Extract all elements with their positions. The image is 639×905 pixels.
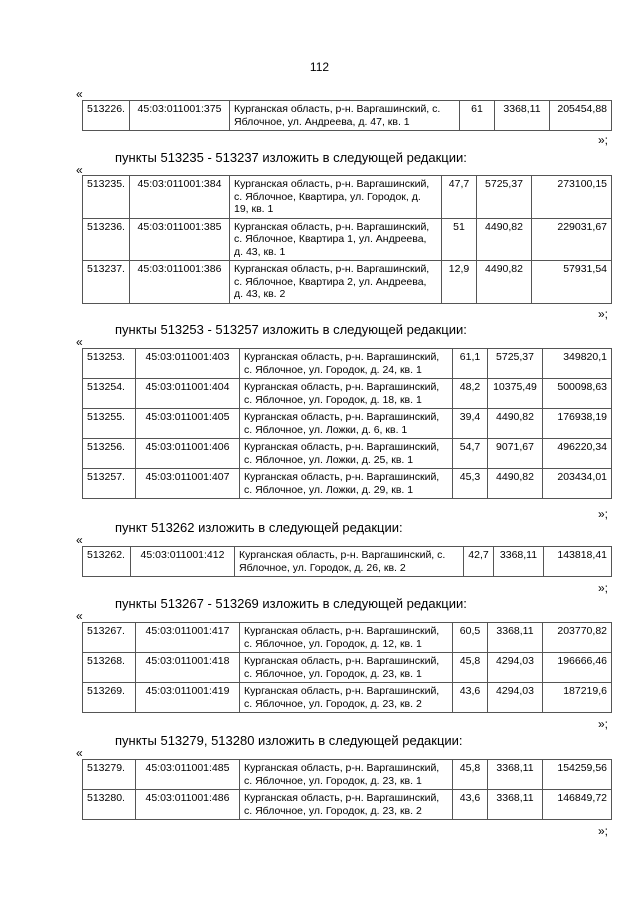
quote-open: « — [76, 746, 83, 760]
total: 349820,1 — [543, 349, 612, 379]
price: 10375,49 — [488, 379, 543, 409]
price: 4490,82 — [488, 409, 543, 439]
row-number: 513235. — [83, 176, 130, 219]
section-heading: пункты 513267 - 513269 изложить в следующей редакции: — [115, 596, 467, 611]
area: 61,1 — [453, 349, 488, 379]
table-row — [83, 683, 612, 713]
address: Курганская область, р-н. Варгашинский, с. Яблочное, ул. Городок, д. 12, кв. 1 — [240, 623, 453, 653]
property-table — [82, 175, 612, 304]
price: 4490,82 — [477, 261, 532, 304]
area: 60,5 — [453, 623, 488, 653]
cadastral-number: 45:03:011001:418 — [136, 653, 240, 683]
row-number: 513253. — [83, 349, 136, 379]
area: 12,9 — [442, 261, 477, 304]
cadastral-number: 45:03:011001:405 — [136, 409, 240, 439]
price: 5725,37 — [477, 176, 532, 219]
total: 176938,19 — [543, 409, 612, 439]
total: 205454,88 — [550, 101, 612, 131]
table-row — [83, 653, 612, 683]
address: Курганская область, р-н. Варгашинский, с. Яблочное, ул. Андреева, д. 47, кв. 1 — [230, 101, 460, 131]
section-heading: пункты 513253 - 513257 изложить в следующей редакции: — [115, 322, 467, 337]
row-number: 513256. — [83, 439, 136, 469]
cadastral-number: 45:03:011001:417 — [136, 623, 240, 653]
area: 47,7 — [442, 176, 477, 219]
total: 203434,01 — [543, 469, 612, 499]
row-number: 513267. — [83, 623, 136, 653]
page-number: 112 — [309, 60, 330, 74]
table-row — [83, 218, 612, 261]
property-table — [82, 759, 612, 820]
property-table — [82, 546, 612, 577]
quote-open: « — [76, 335, 83, 349]
address: Курганская область, р-н. Варгашинский, с. Яблочное, ул. Городок, д. 24, кв. 1 — [240, 349, 453, 379]
row-number: 513269. — [83, 683, 136, 713]
address: Курганская область, р-н. Варгашинский, с. Яблочное, ул. Городок, д. 18, кв. 1 — [240, 379, 453, 409]
address: Курганская область, р-н. Варгашинский, с. Яблочное, ул. Ложки, д. 6, кв. 1 — [240, 409, 453, 439]
table-row — [83, 623, 612, 653]
quote-open: « — [76, 609, 83, 623]
price: 3368,11 — [495, 101, 550, 131]
area: 42,7 — [464, 547, 494, 577]
row-number: 513226. — [83, 101, 130, 131]
total: 229031,67 — [532, 218, 612, 261]
area: 61 — [460, 101, 495, 131]
price: 3368,11 — [488, 790, 543, 820]
total: 496220,34 — [543, 439, 612, 469]
address: Курганская область, р-н. Варгашинский, с. Яблочное, ул. Ложки, д. 29, кв. 1 — [240, 469, 453, 499]
table-row — [83, 439, 612, 469]
address: Курганская область, р-н. Варгашинский, с. Яблочное, ул. Городок, д. 23, кв. 2 — [240, 790, 453, 820]
table-row — [83, 101, 612, 131]
table-row — [83, 790, 612, 820]
quote-close: »; — [598, 717, 609, 731]
total: 57931,54 — [532, 261, 612, 304]
area: 45,8 — [453, 760, 488, 790]
area: 48,2 — [453, 379, 488, 409]
area: 45,3 — [453, 469, 488, 499]
property-table — [82, 100, 612, 131]
table-row — [83, 379, 612, 409]
quote-open: « — [76, 163, 83, 177]
cadastral-number: 45:03:011001:412 — [131, 547, 235, 577]
address: Курганская область, р-н. Варгашинский, с. Яблочное, ул. Городок, д. 23, кв. 2 — [240, 683, 453, 713]
total: 273100,15 — [532, 176, 612, 219]
price: 4490,82 — [477, 218, 532, 261]
table-row — [83, 409, 612, 439]
row-number: 513255. — [83, 409, 136, 439]
row-number: 513268. — [83, 653, 136, 683]
cadastral-number: 45:03:011001:375 — [130, 101, 230, 131]
area: 43,6 — [453, 790, 488, 820]
table-row — [83, 176, 612, 219]
quote-open: « — [76, 87, 83, 101]
table-row — [83, 760, 612, 790]
total: 203770,82 — [543, 623, 612, 653]
section-heading: пункты 513235 - 513237 изложить в следующей редакции: — [115, 150, 467, 165]
quote-close: »; — [598, 307, 609, 321]
cadastral-number: 45:03:011001:485 — [136, 760, 240, 790]
cadastral-number: 45:03:011001:384 — [130, 176, 230, 219]
cadastral-number: 45:03:011001:403 — [136, 349, 240, 379]
property-table — [82, 348, 612, 499]
quote-close: »; — [598, 507, 609, 521]
row-number: 513279. — [83, 760, 136, 790]
quote-close: »; — [598, 824, 609, 838]
property-table — [82, 622, 612, 713]
price: 3368,11 — [488, 623, 543, 653]
total: 196666,46 — [543, 653, 612, 683]
address: Курганская область, р-н. Варгашинский, с. Яблочное, ул. Городок, д. 23, кв. 1 — [240, 653, 453, 683]
row-number: 513280. — [83, 790, 136, 820]
section-heading: пункт 513262 изложить в следующей редакции: — [115, 520, 403, 535]
price: 3368,11 — [494, 547, 544, 577]
table-row — [83, 349, 612, 379]
cadastral-number: 45:03:011001:404 — [136, 379, 240, 409]
address: Курганская область, р-н. Варгашинский, с. Яблочное, Квартира, ул. Городок, д. 19, кв. 1 — [230, 176, 442, 219]
row-number: 513262. — [83, 547, 131, 577]
total: 154259,56 — [543, 760, 612, 790]
row-number: 513237. — [83, 261, 130, 304]
area: 45,8 — [453, 653, 488, 683]
table-row — [83, 547, 612, 577]
quote-open: « — [76, 533, 83, 547]
price: 3368,11 — [488, 760, 543, 790]
section-heading: пункты 513279, 513280 изложить в следующей редакции: — [115, 733, 463, 748]
price: 4294,03 — [488, 683, 543, 713]
price: 5725,37 — [488, 349, 543, 379]
area: 51 — [442, 218, 477, 261]
area: 54,7 — [453, 439, 488, 469]
row-number: 513254. — [83, 379, 136, 409]
price: 4490,82 — [488, 469, 543, 499]
total: 146849,72 — [543, 790, 612, 820]
cadastral-number: 45:03:011001:419 — [136, 683, 240, 713]
quote-close: »; — [598, 581, 609, 595]
address: Курганская область, р-н. Варгашинский, с. Яблочное, ул. Городок, д. 23, кв. 1 — [240, 760, 453, 790]
cadastral-number: 45:03:011001:486 — [136, 790, 240, 820]
cadastral-number: 45:03:011001:385 — [130, 218, 230, 261]
table-row — [83, 261, 612, 304]
total: 500098,63 — [543, 379, 612, 409]
row-number: 513257. — [83, 469, 136, 499]
area: 39,4 — [453, 409, 488, 439]
total: 143818,41 — [544, 547, 612, 577]
price: 4294,03 — [488, 653, 543, 683]
cadastral-number: 45:03:011001:386 — [130, 261, 230, 304]
cadastral-number: 45:03:011001:406 — [136, 439, 240, 469]
address: Курганская область, р-н. Варгашинский, с. Яблочное, ул. Ложки, д. 25, кв. 1 — [240, 439, 453, 469]
address: Курганская область, р-н. Варгашинский, с. Яблочное, Квартира 1, ул. Андреева, д. 43, кв. 1 — [230, 218, 442, 261]
row-number: 513236. — [83, 218, 130, 261]
total: 187219,6 — [543, 683, 612, 713]
area: 43,6 — [453, 683, 488, 713]
cadastral-number: 45:03:011001:407 — [136, 469, 240, 499]
quote-close: »; — [598, 133, 609, 147]
table-row — [83, 469, 612, 499]
price: 9071,67 — [488, 439, 543, 469]
address: Курганская область, р-н. Варгашинский, с. Яблочное, ул. Городок, д. 26, кв. 2 — [235, 547, 464, 577]
address: Курганская область, р-н. Варгашинский, с. Яблочное, Квартира 2, ул. Андреева, д. 43, кв. 2 — [230, 261, 442, 304]
